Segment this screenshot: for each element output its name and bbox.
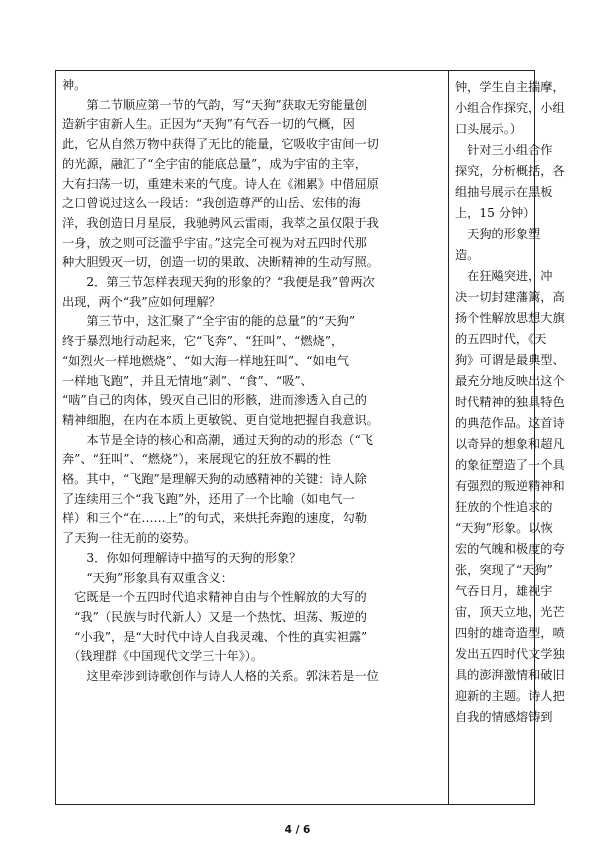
content-line: “天狗”形象具有双重含义： (62, 570, 233, 585)
teaching-notes-column (455, 77, 565, 728)
content-line: “小我”，是“大时代中诗人自我灵魂、个性的真实袒露” (62, 629, 368, 644)
note-line: 造。 (455, 248, 480, 262)
content-line: 出现，两个“我”应如何理解？ (62, 294, 221, 309)
content-line: 终于暴烈地行动起来，它“飞奔”、“狂叫”、“燃烧”， (62, 334, 344, 349)
content-line: 之口曾说过这么一段话：“我创造尊严的山岳、宏伟的海 (62, 196, 361, 211)
content-line: 造新宇宙新人生。正因为“天狗”有气吞一切的气概，因 (62, 117, 355, 132)
note-line: 自我的情感熔铸到 (455, 710, 553, 724)
note-line: 有强烈的叛逆精神和 (455, 479, 565, 493)
content-line: 这里牵涉到诗歌创作与诗人人格的关系。郭沫若是一位 (62, 669, 379, 684)
note-line: 组抽号展示在黑板 (455, 185, 553, 199)
page-number: 4 / 6 (284, 824, 311, 836)
note-line: 上，15 分钟） (455, 206, 536, 220)
note-line: 的象征塑造了一个具 (455, 458, 565, 472)
lesson-content-column (62, 76, 444, 687)
content-line: 了连续用三个“我飞跑”外，还用了一个比喻（如电气一 (62, 491, 355, 506)
note-line: 宙，顶天立地，光芒 (455, 605, 565, 619)
note-line: 四射的雄奇造型，喷 (455, 626, 565, 640)
content-line: “我”（民族与时代新人）又是一个热忱、坦荡、叛逆的 (62, 609, 367, 624)
content-line: 种大胆毁灭一切，创造一切的果敢、决断精神的生动写照。 (62, 255, 379, 270)
content-line: 精神细胞，在内在本质上更敏锐、更自觉地把握自我意识。 (62, 412, 379, 427)
content-line: 了天狗一往无前的姿势。 (62, 531, 197, 546)
note-line: 钟，学生自主揣摩， (455, 80, 565, 94)
note-line: 狗》可谓是最典型、 (455, 353, 565, 367)
note-line: 最充分地反映出这个 (455, 374, 565, 388)
note-line: 针对三小组合作 (455, 143, 553, 157)
content-line: 第三节中，这汇聚了“全宇宙的能的总量”的“天狗” (62, 314, 356, 329)
note-line: 迎新的主题。诗人把 (455, 689, 565, 703)
note-line: 天狗的形象塑 (455, 227, 541, 241)
note-line: 宏的气魄和极度的夸 (455, 542, 565, 556)
content-line: 神。 (62, 78, 87, 92)
note-line: 的五四时代，《天 (455, 332, 547, 346)
note-line: 小组合作探究，小组 (455, 101, 565, 115)
note-line: 时代精神的独具特色 (455, 395, 565, 409)
content-line: 2．第三节怎样表现天狗的形象的？“我便是我”曾两次 (62, 275, 375, 290)
note-line: 决一切封建藩篱，高 (455, 290, 565, 304)
content-line: （钱理群《中国现代文学三十年》）。 (62, 649, 264, 664)
content-line: 此，它从自然万物中获得了无比的能量，它吸收宇宙间一切 (62, 137, 379, 152)
content-line: 奔”、“狂叫”、“燃烧”），来展现它的狂放不羁的性 (62, 452, 331, 467)
content-line: 3．你如何理解诗中描写的天狗的形象？ (62, 550, 302, 565)
note-line: 发出五四时代文学独 (455, 647, 565, 661)
note-line: 口头展示。） (455, 122, 523, 136)
note-line: 扬个性解放思想大旗 (455, 311, 565, 325)
content-line: 它既是一个五四时代追求精神自由与个性解放的大写的 (62, 590, 367, 605)
content-line: 第二节顺应第一节的气韵，写“天狗”获取无穷能量创 (62, 97, 367, 112)
note-line: 气吞日月，雄视宇 (455, 584, 553, 598)
content-line: 大有扫荡一切，重建未来的气度。诗人在《湘累》中借屈原 (62, 176, 379, 191)
content-line: “啮”自己的肉体，毁灭自己旧的形骸，进而渗透入自己的 (62, 393, 367, 408)
note-line: 狂放的个性追求的 (455, 500, 553, 514)
note-line: 张，突现了“天狗” (455, 563, 553, 577)
note-line: 以奇异的想象和超凡 (455, 437, 565, 451)
note-line: 探究，分析概括，各 (455, 164, 565, 178)
content-line: 一样地飞跑”，并且无情地“剥”、“食”、“吸”、 (62, 373, 313, 388)
note-line: 具的澎湃激情和破旧 (455, 668, 565, 682)
note-line: “天狗”形象。以恢 (455, 521, 553, 535)
note-line: 在狂飚突进，冲 (455, 269, 553, 283)
content-line: 本节是全诗的核心和高潮，通过天狗的动的形态（“飞 (62, 432, 373, 447)
content-line: 洋，我创造日月星辰，我驰骋风云雷雨，我萃之虽仅限于我 (62, 215, 379, 230)
content-table (55, 70, 565, 805)
content-line: 的光源，融汇了“全宇宙的能底总量”，成为宇宙的主宰， (62, 156, 367, 171)
content-line: 一身，放之则可泛滥乎宇宙。”这完全可视为对五四时代那 (62, 235, 367, 250)
content-line: “如烈火一样地燃烧”、“如大海一样地狂叫”、“如电气 (62, 353, 350, 368)
column-divider (448, 71, 449, 804)
content-line: 样）和三个“在……上”的句式，来烘托奔跑的速度，勾勒 (62, 511, 367, 526)
note-line: 的典范作品。这首诗 (455, 416, 565, 430)
content-line: 格。其中，“飞跑”是理解天狗的动感精神的关键：诗人除 (62, 472, 367, 487)
